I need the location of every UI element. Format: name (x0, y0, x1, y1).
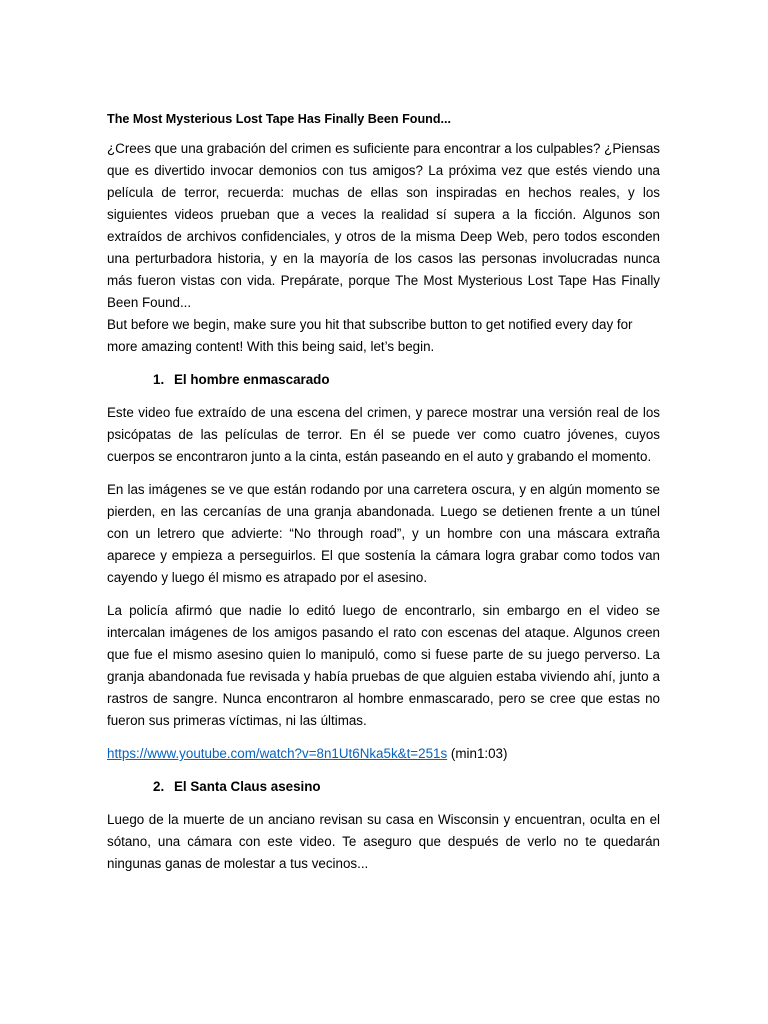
intro-paragraph-spanish: ¿Crees que una grabación del crimen es suficiente para encontrar a los culpables? ¿Piensas que es divertido invocar demonios con tus amigos? La próxima vez que estés viendo una película de terror, recuerda: muchas de ellas son inspiradas en hechos reales, y los siguientes videos prueban que a veces la realidad sí supera a la ficción. Algunos son extraídos de archivos confidenciales, y otros de la misma Deep Web, pero todos esconden una perturbadora historia, y en la mayoría de los casos las personas involucradas nunca más fueron vistas con vida. Prepárate, porque The Most Mysterious Lost Tape Has Finally Been Found... (107, 141, 660, 310)
section-1-paragraph: Este video fue extraído de una escena del crimen, y parece mostrar una versión real de los psicópatas de las películas de terror. En él se puede ver como cuatro jóvenes, cuyos cuerpos se encontraron junto a la cinta, están paseando en el auto y grabando el momento. (107, 405, 660, 464)
section-heading-2 (107, 776, 660, 798)
section-title: El Santa Claus asesino (174, 779, 321, 794)
section-title: El hombre enmascarado (174, 372, 330, 387)
section-number: 1. (153, 372, 165, 387)
section-1-paragraph: La policía afirmó que nadie lo editó luego de encontrarlo, sin embargo en el video se intercalan imágenes de los amigos pasando el rato con escenas del ataque. Algunos creen que fue el mismo asesino quien lo manipuló, como si fuese parte de su juego perverso. La granja abandonada fue revisada y había pruebas de que alguien estaba viviendo ahí, junto a rastros de sangre. Nunca encontraron al hombre enmascarado, pero se cree que estas no fueron sus primeras víctimas, ni las últimas. (107, 603, 660, 728)
section-1-paragraph: En las imágenes se ve que están rodando por una carretera oscura, y en algún momento se pierden, en las cercanías de una granja abandonada. Luego se detienen frente a un túnel con un letrero que advierte: “No through road”, y un hombre con una máscara extraña aparece y empieza a perseguirlos. El que sostenía la cámara logra grabar como todos van cayendo y luego él mismo es atrapado por el asesino. (107, 482, 660, 585)
section-heading-1 (107, 369, 660, 391)
youtube-link[interactable]: https://www.youtube.com/watch?v=8n1Ut6Nka5k&t=251s (107, 746, 448, 761)
intro-paragraph-english: But before we begin, make sure you hit that subscribe button to get notified every day for more amazing content! With this being said, let’s begin. (107, 317, 633, 354)
link-timestamp-note: (min1:03) (450, 746, 508, 761)
document-page (107, 108, 660, 886)
document-title: The Most Mysterious Lost Tape Has Finally Been Found... (107, 112, 452, 126)
section-number: 2. (153, 779, 165, 794)
section-2-paragraph: Luego de la muerte de un anciano revisan su casa en Wisconsin y encuentran, oculta en el sótano, una cámara con este video. Te aseguro que después de verlo no te quedarán ningunas ganas de molestar a tus vecinos... (107, 812, 660, 871)
video-link-line (107, 743, 660, 765)
